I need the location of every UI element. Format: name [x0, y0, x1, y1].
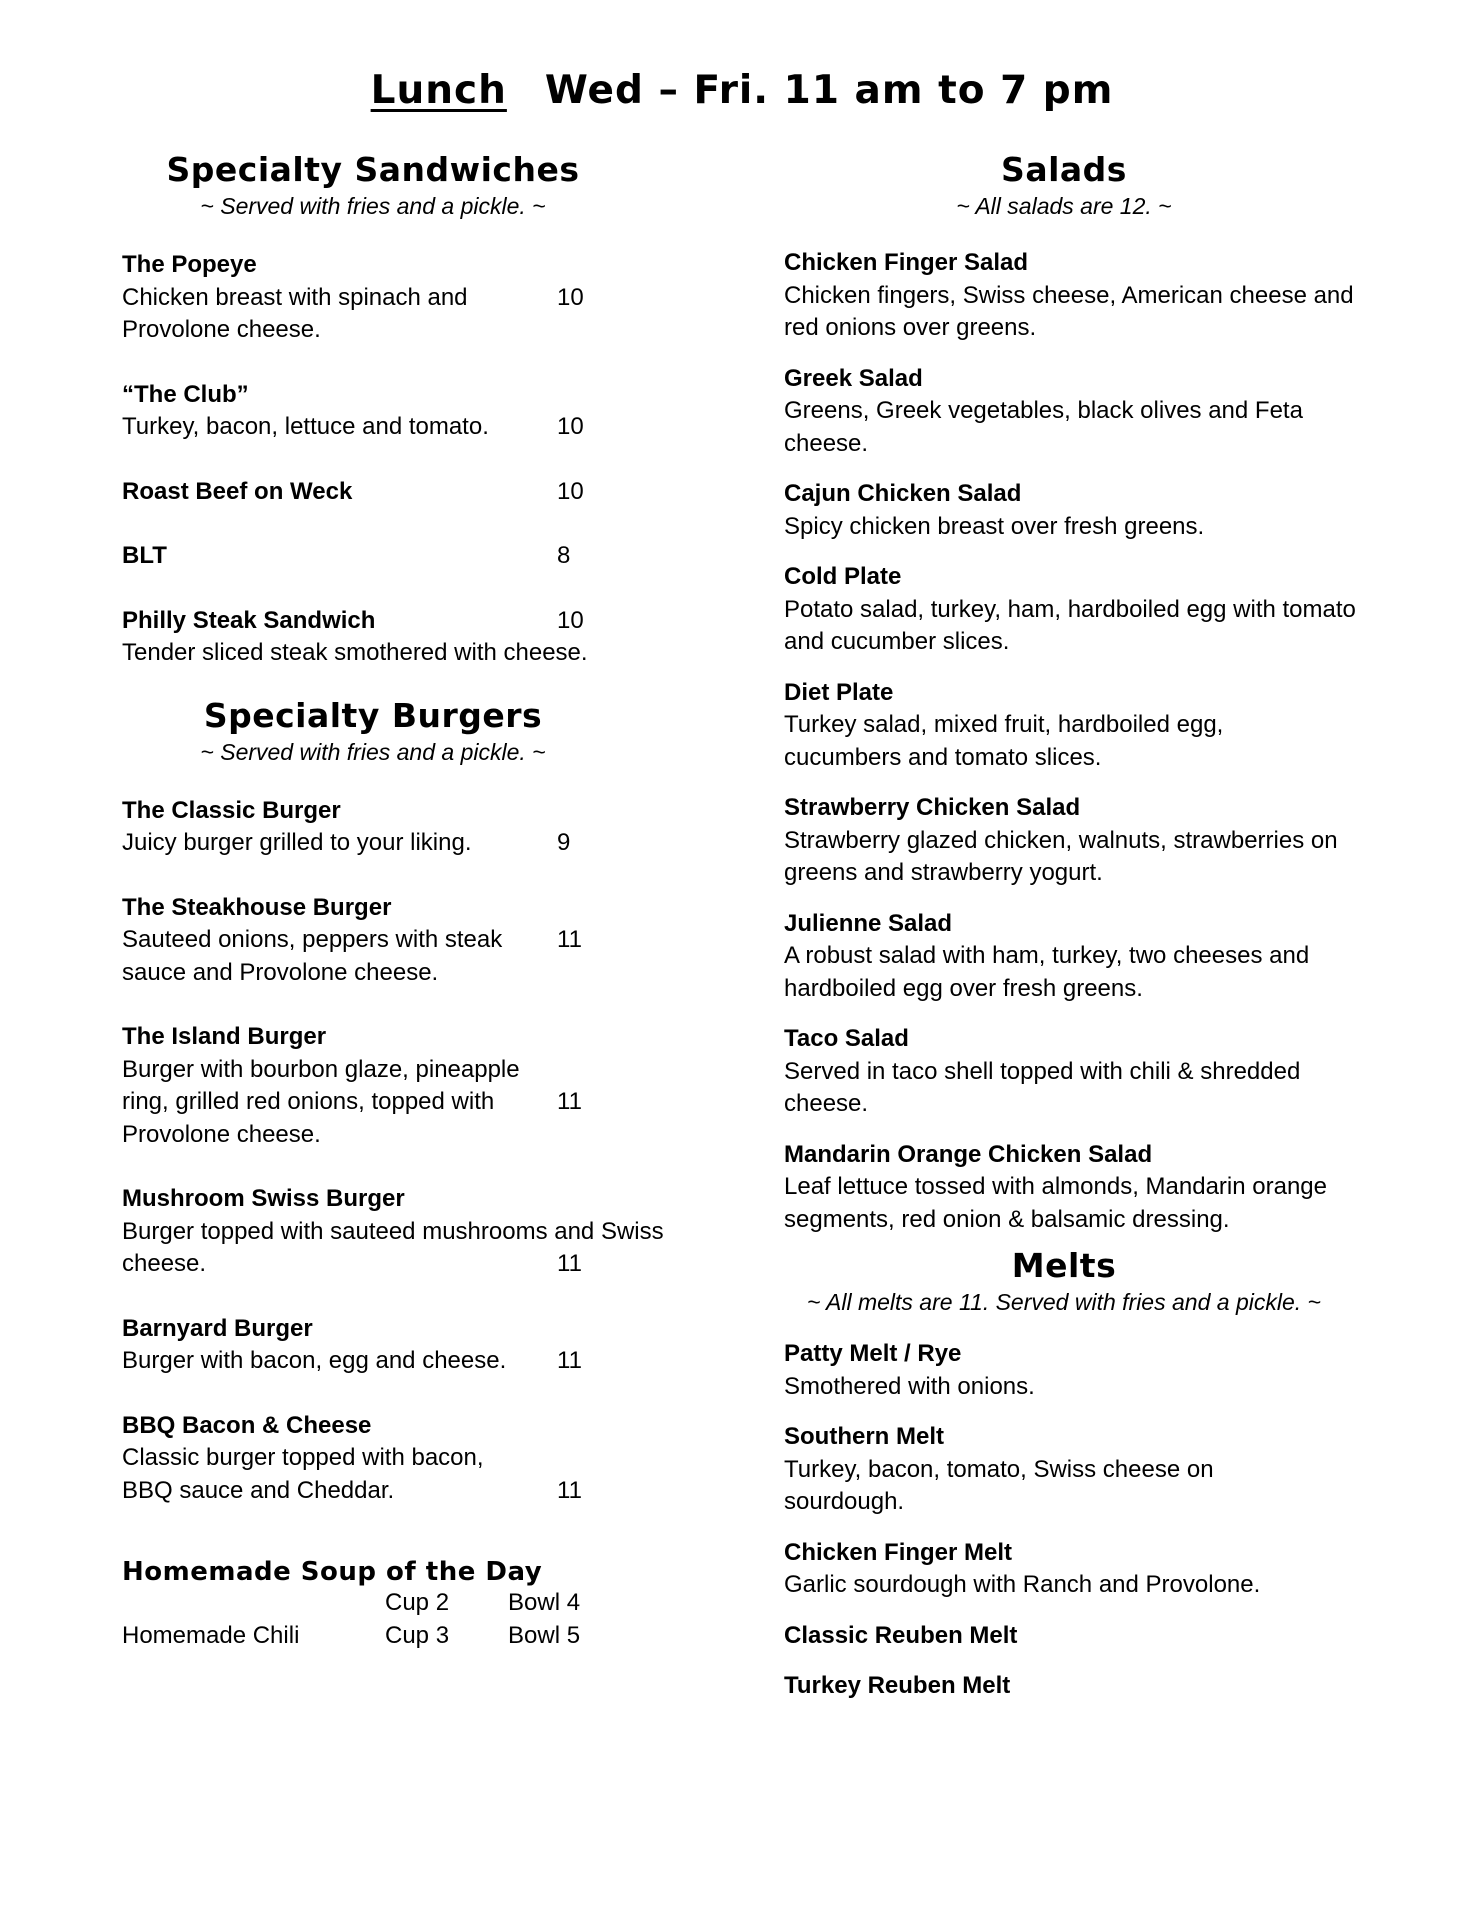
sandwiches-subtitle: ~ Served with fries and a pickle. ~ [200, 193, 546, 219]
left-column [122, 150, 692, 1652]
item-name: The Steakhouse Burger [122, 893, 392, 921]
item-desc: A robust salad with ham, turkey, two cheeses and hardboiled egg over fresh greens. [784, 942, 1310, 1002]
item-price: 8 [557, 542, 571, 569]
item-desc: Served in taco shell topped with chili & shredded cheese. [784, 1057, 1301, 1117]
burgers-heading: Specialty Burgers [203, 695, 543, 735]
soup-cup-price: Cup 2 [385, 1589, 450, 1616]
item-name: Strawberry Chicken Salad [784, 794, 1081, 821]
item-name: Turkey Reuben Melt [784, 1672, 1011, 1699]
item-name: Mandarin Orange Chicken Salad [784, 1140, 1153, 1168]
item-desc: Smothered with onions. [784, 1372, 1035, 1400]
menu-item-bbq-bacon-cheese [122, 1410, 692, 1508]
item-price: 10 [557, 606, 584, 634]
item-desc: Burger with bourbon glaze, pineapple ring, grilled red onions, topped with Provolone cheese. [122, 1055, 520, 1148]
menu-item-mushroom-swiss [122, 1183, 692, 1281]
melts-subtitle: ~ All melts are 11. Served with fries and a pickle. ~ [807, 1289, 1321, 1315]
menu-item-diet-plate [784, 677, 1364, 775]
item-desc: Turkey salad, mixed fruit, hardboiled egg, cucumbers and tomato slices. [784, 711, 1224, 771]
menu-item-classic-burger [122, 795, 692, 860]
item-name: BLT [122, 542, 167, 569]
item-desc: Juicy burger grilled to your liking. [122, 829, 472, 856]
item-desc: Strawberry glazed chicken, walnuts, strawberries on greens and strawberry yogurt. [784, 826, 1338, 886]
menu-item-cajun-chicken-salad [784, 478, 1364, 543]
burgers-subtitle: ~ Served with fries and a pickle. ~ [200, 738, 546, 765]
menu-item-patty-melt [784, 1338, 1364, 1403]
item-name: Roast Beef on Weck [122, 477, 353, 505]
menu-item-greek-salad [784, 363, 1364, 461]
menu-item-roast-beef [122, 476, 692, 509]
title-hours: Wed – Fri. 11 am to 7 pm [544, 68, 1114, 113]
salads-heading: Salads [1001, 150, 1127, 189]
chili-bowl-price: Bowl 5 [508, 1621, 581, 1649]
item-desc: Garlic sourdough with Ranch and Provolone. [784, 1571, 1261, 1598]
right-column [784, 150, 1364, 1703]
item-desc: Potato salad, turkey, ham, hardboiled egg with tomato and cucumber slices. [784, 595, 1356, 655]
menu-item-barnyard-burger [122, 1313, 692, 1378]
item-desc: Burger topped with sauteed mushrooms and Swiss cheese. [122, 1217, 664, 1277]
menu-item-blt [122, 540, 692, 573]
item-name: Diet Plate [784, 678, 894, 706]
item-name: “The Club” [122, 380, 249, 408]
menu-item-the-club [122, 379, 692, 444]
menu-item-popeye [122, 249, 692, 347]
item-name: Classic Reuben Melt [784, 1621, 1018, 1649]
item-name: The Island Burger [122, 1023, 327, 1050]
item-desc: Turkey, bacon, tomato, Swiss cheese on sourdough. [784, 1455, 1214, 1515]
item-desc: Burger with bacon, egg and cheese. [122, 1347, 507, 1374]
menu-item-cold-plate [784, 561, 1364, 659]
item-name: BBQ Bacon & Cheese [122, 1411, 372, 1439]
item-price: 11 [557, 1250, 582, 1277]
item-name: Southern Melt [784, 1423, 944, 1450]
item-name: Cold Plate [784, 563, 902, 590]
item-name: Greek Salad [784, 364, 923, 392]
menu-item-taco-salad [784, 1023, 1364, 1121]
menu-item-chicken-finger-melt [784, 1537, 1364, 1602]
menu-item-island-burger [122, 1021, 692, 1151]
item-name: Chicken Finger Melt [784, 1538, 1013, 1566]
menu-item-southern-melt [784, 1421, 1364, 1519]
item-name: Barnyard Burger [122, 1314, 313, 1342]
menu-item-philly-steak [122, 605, 692, 670]
menu-item-mandarin-orange-chicken-salad [784, 1139, 1364, 1237]
salads-subtitle: ~ All salads are 12. ~ [956, 193, 1172, 219]
item-desc: Chicken fingers, Swiss cheese, American cheese and red onions over greens. [784, 281, 1354, 341]
sandwiches-heading: Specialty Sandwiches [166, 150, 580, 189]
item-name: Patty Melt / Rye [784, 1340, 962, 1367]
menu-item-strawberry-chicken-salad [784, 792, 1364, 890]
menu-item-steakhouse-burger [122, 892, 692, 990]
item-name: The Popeye [122, 251, 257, 278]
item-desc: Spicy chicken breast over fresh greens. [784, 512, 1205, 540]
item-desc: Turkey, bacon, lettuce and tomato. [122, 413, 489, 440]
item-price: 10 [557, 477, 584, 505]
item-price: 9 [557, 829, 571, 856]
item-price: 11 [557, 1476, 582, 1504]
item-name: Philly Steak Sandwich [122, 606, 376, 634]
item-desc: Classic burger topped with bacon, BBQ sauce and Cheddar. [122, 1444, 484, 1504]
item-desc: Greens, Greek vegetables, black olives and Feta cheese. [784, 397, 1303, 457]
chili-row [122, 1620, 692, 1653]
chili-cup-price: Cup 3 [385, 1621, 450, 1649]
menu-item-julienne-salad [784, 908, 1364, 1006]
item-price: 11 [557, 1347, 582, 1374]
page-title [0, 68, 1484, 113]
soup-heading: Homemade Soup of the Day [122, 1557, 543, 1587]
menu-item-chicken-finger-salad [784, 247, 1364, 345]
item-desc: Leaf lettuce tossed with almonds, Mandarin orange segments, red onion & balsamic dressing. [784, 1173, 1327, 1233]
item-name: Taco Salad [784, 1025, 909, 1052]
item-name: Cajun Chicken Salad [784, 480, 1022, 507]
item-name: Mushroom Swiss Burger [122, 1185, 405, 1212]
item-price: 10 [557, 283, 584, 311]
item-name: Julienne Salad [784, 909, 953, 937]
melts-heading: Melts [1011, 1246, 1117, 1285]
item-desc: Sauteed onions, peppers with steak sauce and Provolone cheese. [122, 926, 503, 986]
soup-bowl-price: Bowl 4 [508, 1589, 581, 1616]
item-name: Chicken Finger Salad [784, 249, 1029, 276]
item-price: 11 [557, 926, 582, 953]
chili-name: Homemade Chili [122, 1621, 300, 1649]
item-price: 11 [557, 1088, 582, 1115]
item-price: 10 [557, 413, 584, 440]
item-name: The Classic Burger [122, 796, 341, 824]
soup-row [122, 1587, 692, 1620]
item-desc: Chicken breast with spinach and Provolone cheese. [122, 283, 468, 343]
menu-item-turkey-reuben-melt [784, 1670, 1364, 1703]
item-desc: Tender sliced steak smothered with cheese. [122, 639, 588, 666]
menu-item-classic-reuben-melt [784, 1620, 1364, 1653]
title-lunch: Lunch [370, 68, 507, 113]
